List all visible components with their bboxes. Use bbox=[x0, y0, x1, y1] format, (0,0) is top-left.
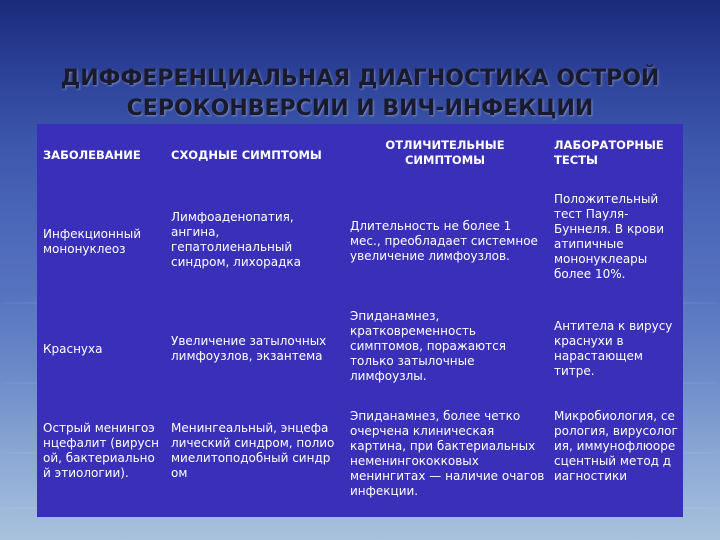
row-3-disease: Острый менингоэнцефалит (вирусной, бактериальной этиологии). bbox=[43, 421, 159, 480]
header-lab-tests: ЛАБОРАТОРНЫЕ ТЕСТЫ bbox=[554, 138, 664, 167]
header-disease: ЗАБОЛЕВАНИЕ bbox=[43, 148, 141, 162]
row-2-distinctive-symptoms: Эпиданамнез, кратковременность симптомов, поражаются только затылочные лимфоузлы. bbox=[350, 309, 506, 383]
row-3-distinctive-symptoms: Эпиданамнез, более четко очерчена клиническая картина, при бактериальных неменингококковых менингитах — наличие очагов инфекции. bbox=[350, 409, 545, 498]
diagnosis-table bbox=[37, 124, 683, 517]
row-1-lab-tests: Положительный тест Пауля-Буннеля. В крови атипичные мононуклеары более 10%. bbox=[554, 192, 665, 281]
row-2-lab-tests: Антитела к вирусу краснухи в нарастающем титре. bbox=[554, 319, 673, 378]
slide-title bbox=[20, 64, 700, 124]
row-1-disease: Инфекционный мононуклеоз bbox=[43, 227, 141, 256]
header-similar-symptoms: СХОДНЫЕ СИМПТОМЫ bbox=[171, 148, 322, 162]
row-3-similar-symptoms: Менингеальный, энцефалический синдром, полиомиелитоподобный синдром bbox=[171, 421, 335, 480]
header-distinctive-symptoms: ОТЛИЧИТЕЛЬНЫЕ СИМПТОМЫ bbox=[385, 138, 505, 167]
slide-title-line-1: ДИФФЕРЕНЦИАЛЬНАЯ ДИАГНОСТИКА ОСТРОЙ bbox=[60, 66, 660, 91]
row-1-similar-symptoms: Лимфоаденопатия, ангина, гепатолиенальный синдром, лихорадка bbox=[171, 210, 301, 269]
row-3-lab-tests: Микробиология, серология, вирусология, иммунофлюоресцентный метод диагностики bbox=[554, 409, 678, 483]
row-1-distinctive-symptoms: Длительность не более 1 мес., преобладает системное увеличение лимфоузлов. bbox=[350, 219, 538, 263]
row-2-disease: Краснуха bbox=[43, 342, 103, 356]
slide-title-line-2: СЕРОКОНВЕРСИИ И ВИЧ-ИНФЕКЦИИ bbox=[126, 96, 594, 121]
row-2-similar-symptoms: Увеличение затылочных лимфоузлов, экзантема bbox=[171, 334, 327, 363]
